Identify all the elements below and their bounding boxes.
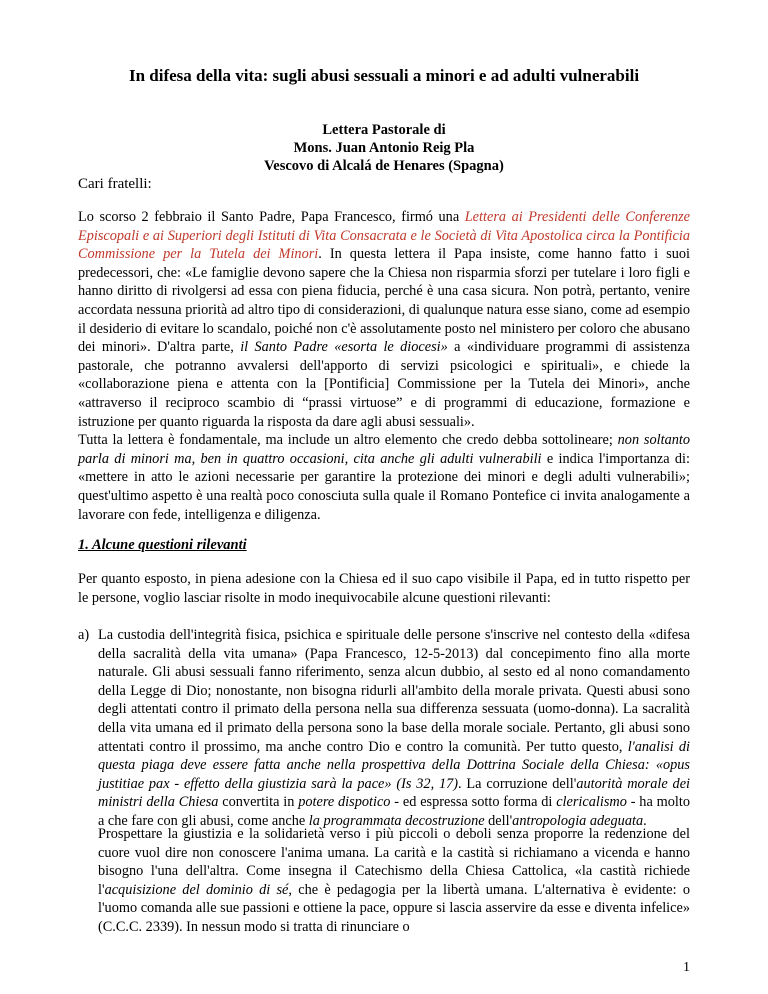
letter-header — [40, 121, 728, 175]
header-line-1: Lettera Pastorale di — [322, 122, 446, 138]
item-a-emphasis-4: clericalismo — [556, 794, 627, 811]
section-heading: 1. Alcune questioni rilevanti — [78, 537, 247, 553]
item-a-text-1: La custodia dell'integrità fisica, psichica e spirituale delle persone s'inscrive nel contesto della «difesa della sacralità della vita umana» (Papa Francesco, 12-5-2013) dal concepimento fino alla morte naturale. Gli abusi sessuali fanno riferimento, senza alcun dubbio, al sesto ed al nono comandamento della Legge di Dio; nonostante, non bisogna ridurli all'ambito della morale privata. Questi abusi sono degli attentati contro il primato della persona nella sua differenza sessuata (uomo-donna). La sacralità della vita umana ed il primato della persona sono la base della morale sociale. Pertanto, gli abusi sono attentati contro il prossimo, ma anche contro Dio e contro la comunità. Per tutto questo, — [98, 627, 690, 755]
paragraph-questions: Per quanto esposto, in piena adesione con la Chiesa ed il suo capo visibile il Papa, ed in tutto rispetto per le persone, voglio lasciar risolte in modo inequivocabile alcune questioni rilevanti: — [78, 571, 690, 606]
p1-emphasis: il Santo Padre «esorta le diocesi» — [240, 339, 448, 356]
item-a-emphasis-6: antropologia adeguata — [512, 812, 644, 829]
list-item-text — [98, 626, 690, 831]
header-line-3: Vescovo di Alcalá de Henares (Spagna) — [264, 158, 504, 174]
p1-text-3: . In questa lettera il Papa insiste, come hanno fatto i suoi predecessori, che: «Le famiglie devono sapere che la Chiesa non risparmia sforzi per tutelare i loro figli e hanno diritto di rivolgersi ad essa con piena fiducia, perché è una casa sicura. Non potrà, pertanto, venire accordata nessuna priorità ad altro tipo di considerazioni, di qualunque natura esse siano, come ad esempio il desiderio di evitare lo scandalo, poiché non c'è assolutamente posto nel ministero per coloro che abusano dei minori». D'altra parte, — [78, 246, 691, 356]
item-a-text-3: . La corruzione dell' — [458, 775, 577, 792]
page-number: 1 — [683, 960, 690, 975]
p2-emphasis: non soltanto parla di minori ma, ben in quattro occasioni, cita anche gli adulti vulnerabili — [78, 432, 690, 467]
list-item-a — [78, 626, 690, 831]
p1-text-1: Lo scorso 2 febbraio il Santo Padre, Papa Francesco, firmó una — [78, 209, 465, 225]
item-a-text-13: . — [643, 812, 647, 829]
item-a-text-5: convertita in — [218, 794, 299, 811]
p2-text-3: e indica l'importanza di: «mettere in atto le azioni necessarie per garantire la protezione dei minori e degli adulti vulnerabili»; quest'ultimo aspetto è una realtà poco conosciuta sulla quale il Romano Pontefice ci invita analogamente a lavorare con fede, intelligenza e diligenza. — [78, 450, 690, 523]
greeting: Cari fratelli: — [78, 176, 152, 192]
paragraph-chastity — [98, 825, 690, 937]
item-a-emphasis-1: l'analisi di questa piaga deve essere fatta anche nella prospettiva della Dottrina Sociale della Chiesa: «opus justitiae pax - effetto della giustizia sarà la pace» (Is 32, 17) — [98, 738, 690, 792]
p2-text-1: Tutta la lettera è fondamentale, ma include un altro elemento che credo debba sottolineare; — [78, 432, 618, 449]
list-marker: a) — [78, 627, 90, 643]
item-a-text-7: - ed espressa sotto forma di — [390, 794, 557, 811]
p1-text-5: a «individuare programmi di assistenza pastorale, che potranno avvalersi dell'apporto di servizi psicologici e spirituali», e chiede la «collaborazione piena e attenta con la [Pontificia] Commissione per la Tutela dei Minori», anche «attraverso il reciproco scambio di “prassi virtuose” e di programmi di educazione, formazione e istruzione per quanto riguarda la risposta da dare agli abusi sessuali». — [78, 339, 690, 430]
header-line-2: Mons. Juan Antonio Reig Pla — [293, 140, 475, 156]
paragraph-intro — [78, 208, 690, 524]
document-title: In difesa della vita: sugli abusi sessuali a minori e ad adulti vulnerabili — [128, 66, 640, 85]
p5-emphasis: acquisizione del dominio di sé, — [104, 881, 292, 898]
letter-reference: Lettera ai Presidenti delle Conferenze Episcopali e ai Superiori degli Istituti di Vita Consacrata e le Società di Vita Apostolica circa la Pontificia Commissione per la Tutela dei Minori — [78, 209, 691, 263]
item-a-emphasis-5: la programmata decostruzione — [308, 812, 485, 829]
item-a-emphasis-2: autorità morale dei ministri della Chiesa — [98, 775, 691, 811]
p5-text-1: Prospettare la giustizia e la solidarietà verso i più piccoli o deboli senza proporre la redenzione del cuore vuol dire non conoscere l'anima umana. La carità e la castità si richiamano a vicenda e hanno bisogno l'una dell'altra. Come insegna il Catechismo della Chiesa Cattolica, «la castità richiede l' — [98, 826, 690, 898]
item-a-text-11: dell' — [484, 812, 513, 829]
item-a-text-9: - ha molto a che fare con gli abusi, come anche — [98, 794, 690, 829]
p5-text-3: che è pedagogia per la libertà umana. L'alternativa è evidente: o l'uomo comanda alle sue passioni e ottiene la pace, oppure si lascia asservire da esse e diventa infelice» (C.C.C. 2339). In nessun modo si tratta di rinunciare o — [98, 881, 690, 935]
item-a-emphasis-3: potere dispotico — [298, 794, 391, 811]
